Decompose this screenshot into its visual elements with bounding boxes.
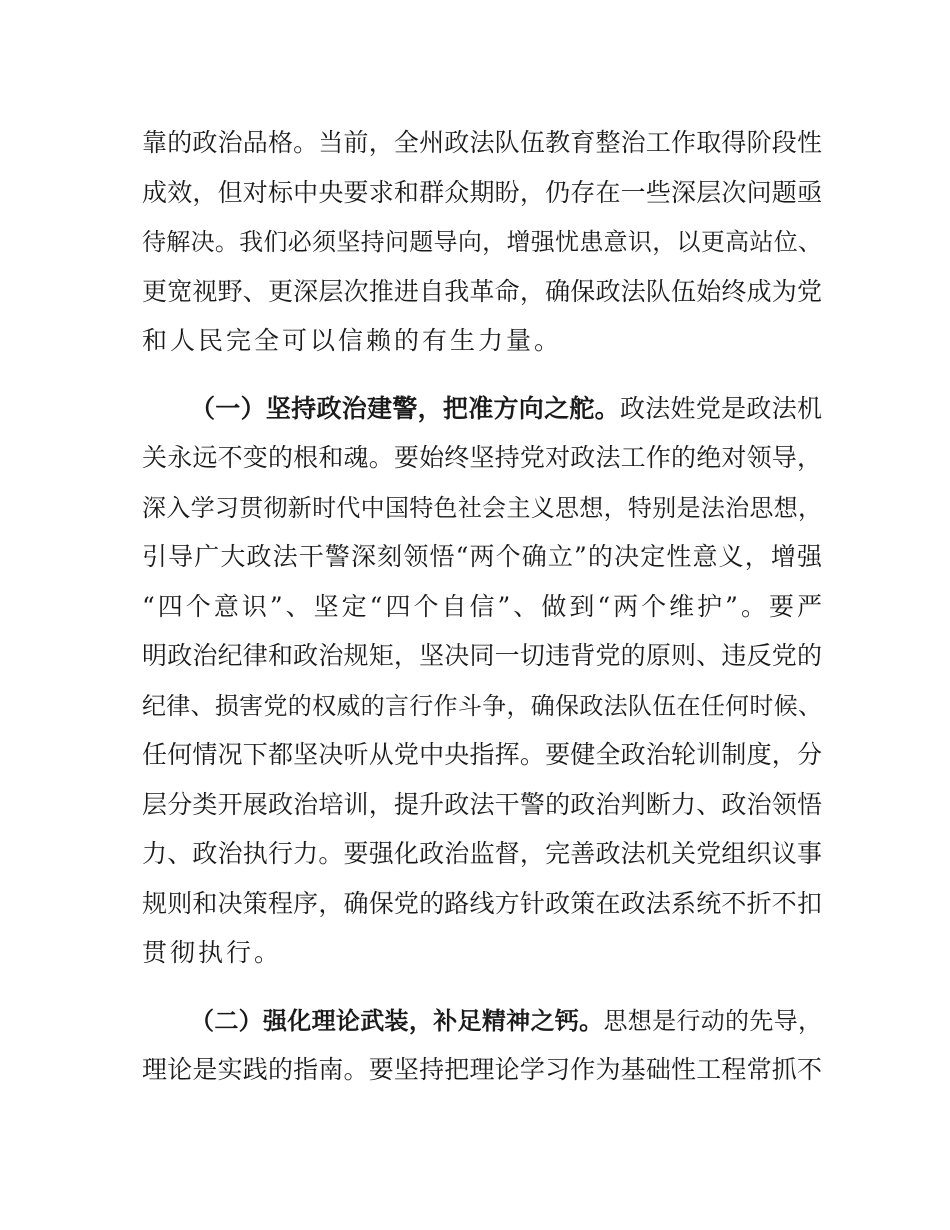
section1-first-line-text: 政法姓党是政法机 — [619, 394, 822, 423]
section1-first-line — [190, 389, 822, 429]
intro-line-4: 更宽视野、更深层次推进自我革命，确保政法队伍始终成为党 — [142, 277, 822, 306]
section1-line-8: 任何情况下都坚决听从党中央指挥。要健全政治轮训制度，分 — [142, 740, 822, 769]
section1-line-12: 贯彻执行。 — [142, 938, 283, 967]
section1-line-3: 深入学习贯彻新时代中国特色社会主义思想，特别是法治思想， — [142, 494, 822, 522]
section1-line-10: 力、政治执行力。要强化政治监督，完善政法机关党组织议事 — [142, 839, 822, 868]
intro-line-2: 成效，但对标中央要求和群众期盼，仍存在一些深层次问题亟 — [142, 178, 822, 207]
intro-line-1: 靠的政治品格。当前，全州政法队伍教育整治工作取得阶段性 — [142, 128, 822, 157]
section2-heading: （二）强化理论武装，补足精神之钙。 — [190, 1007, 604, 1035]
intro-line-5: 和人民完全可以信赖的有生力量。 — [142, 326, 563, 355]
section2-line-2: 理论是实践的指南。要坚持把理论学习作为基础性工程常抓不 — [142, 1055, 822, 1084]
section1-line-6: 明政治纪律和政治规矩，坚决同一切违背党的原则、违反党的 — [142, 641, 822, 670]
section1-line-4: 引导广大政法干警深刻领悟“两个确立”的决定性意义，增强 — [142, 542, 822, 571]
section1-line-5: “四个意识”、坚定“四个自信”、做到“两个维护”。要严 — [142, 592, 822, 621]
intro-line-3: 待解决。我们必须坚持问题导向，增强忧患意识，以更高站位、 — [142, 228, 822, 256]
section1-line-7: 纪律、损害党的权威的言行作斗争，确保政法队伍在任何时候、 — [142, 692, 822, 720]
section1-line-2: 关永远不变的根和魂。要始终坚持党对政法工作的绝对领导， — [142, 443, 822, 472]
section1-heading: （一）坚持政治建警，把准方向之舵。 — [190, 394, 620, 423]
section2-first-line-text: 思想是行动的先导， — [603, 1007, 823, 1035]
section1-line-11: 规则和决策程序，确保党的路线方针政策在政法系统不折不扣 — [142, 889, 822, 918]
section1-line-9: 层分类开展政治培训，提升政法干警的政治判断力、政治领悟 — [142, 790, 822, 819]
section2-first-line — [190, 1001, 822, 1041]
